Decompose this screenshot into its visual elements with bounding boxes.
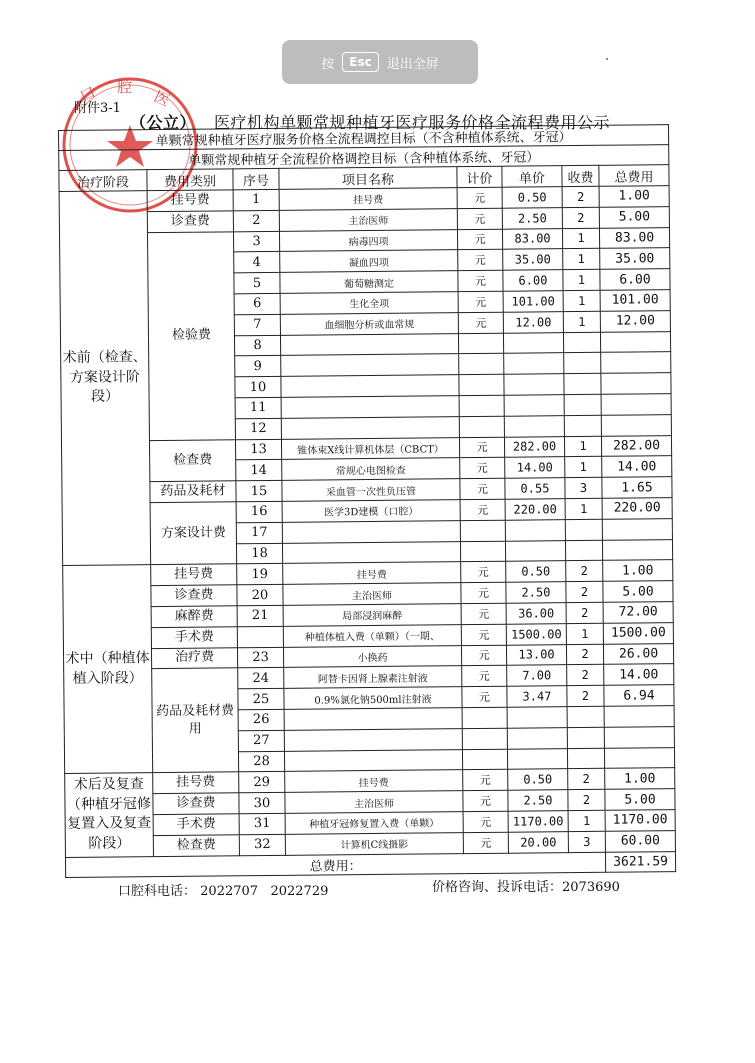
category-cell: 药品及耗材: [150, 481, 236, 503]
qty-cell: [564, 373, 601, 394]
row-total-cell: 60.00: [605, 830, 675, 851]
svg-text:腔: 腔: [117, 78, 133, 96]
row-total-cell: 1500.00: [603, 622, 673, 643]
seq-cell: 31: [239, 813, 285, 834]
item-cell: 0.9%氯化钠500ml注射液: [284, 687, 462, 710]
seq-cell: 6: [234, 293, 280, 314]
qty-cell: 2: [566, 581, 603, 602]
qty-cell: 2: [566, 561, 603, 582]
category-cell: 检验费: [147, 231, 235, 440]
seq-cell: 32: [239, 834, 285, 855]
row-total-cell: 5.00: [599, 206, 669, 227]
category-cell: 治疗费: [151, 647, 237, 669]
unit-cell: 元: [460, 499, 505, 520]
fullscreen-exit-hint[interactable]: [282, 40, 478, 84]
seq-cell: 8: [234, 335, 280, 356]
price-cell: [504, 374, 564, 395]
unit-cell: [462, 728, 507, 749]
category-cell: 挂号费: [153, 772, 239, 794]
unit-cell: [459, 395, 504, 416]
dental-phone-label: 口腔科电话：: [118, 884, 197, 899]
price-cell: 14.00: [505, 457, 565, 478]
price-cell: [504, 395, 564, 416]
qty-cell: [564, 394, 601, 415]
unit-cell: 元: [457, 187, 502, 208]
price-cell: 220.00: [505, 499, 565, 520]
item-cell: 葡萄糖测定: [280, 271, 458, 294]
unit-cell: 元: [458, 270, 503, 291]
item-cell: [282, 541, 460, 564]
row-total-cell: [604, 706, 674, 727]
seq-cell: 26: [238, 709, 284, 730]
seq-cell: 25: [238, 688, 284, 709]
item-cell: 挂号费: [285, 770, 463, 793]
unit-cell: 元: [460, 458, 505, 479]
item-cell: [284, 708, 462, 731]
qty-cell: 1: [563, 311, 600, 332]
unit-cell: 元: [459, 437, 504, 458]
seq-cell: 27: [238, 730, 284, 751]
row-total-cell: 282.00: [601, 435, 671, 456]
seq-cell: 2: [233, 210, 279, 231]
seq-cell: 30: [239, 792, 285, 813]
esc-key-icon: Esc: [342, 52, 378, 72]
header-total: 总费用: [599, 165, 669, 187]
item-cell: 血细胞分析或血常规: [280, 312, 458, 335]
row-total-cell: 1.00: [603, 560, 673, 581]
qty-cell: [564, 353, 601, 374]
unit-cell: 元: [462, 666, 507, 687]
fee-rows: [59, 186, 675, 857]
item-cell: [284, 728, 462, 751]
qty-cell: [565, 519, 602, 540]
dental-phone-2: 2022729: [270, 884, 329, 899]
price-cell: 0.50: [508, 769, 568, 790]
row-total-cell: 1.65: [602, 477, 672, 498]
seq-cell: 29: [239, 772, 285, 793]
seq-cell: [237, 626, 283, 647]
unit-cell: [460, 520, 505, 541]
title-main: 医疗机构单颗常规种植牙医疗服务价格全流程费用公示: [214, 113, 611, 132]
header-price: 单价: [502, 166, 562, 188]
seq-cell: 4: [234, 252, 280, 273]
row-total-cell: [601, 373, 671, 394]
row-total-cell: 1.00: [599, 186, 669, 207]
fee-table: [58, 124, 676, 877]
item-cell: 病毒四项: [279, 229, 457, 252]
unit-cell: [462, 749, 507, 770]
qty-cell: [564, 415, 601, 436]
unit-cell: 元: [457, 229, 502, 250]
qty-cell: 3: [565, 477, 602, 498]
dental-phone: [118, 880, 328, 899]
price-cell: 282.00: [504, 436, 564, 457]
qty-cell: 2: [566, 644, 603, 665]
row-total-cell: [604, 747, 674, 768]
price-cell: 0.50: [506, 561, 566, 582]
banner-incl-implant: 单颗常规种植牙全流程价格调控目标（含种植体系统、牙冠）: [59, 145, 669, 171]
qty-cell: 1: [565, 498, 602, 519]
row-total-cell: 1170.00: [605, 810, 675, 831]
unit-cell: 元: [461, 603, 506, 624]
price-cell: 0.50: [502, 187, 562, 208]
price-cell: 12.00: [503, 311, 563, 332]
row-total-cell: 72.00: [603, 602, 673, 623]
qty-cell: 2: [567, 685, 604, 706]
attachment-number: 附件3-1: [74, 101, 121, 116]
seq-cell: 21: [237, 605, 283, 626]
seq-cell: 18: [236, 543, 282, 564]
hint-pre: 按: [321, 56, 335, 72]
category-cell: 检查费: [153, 834, 239, 856]
hint-post: 退出全屏: [386, 56, 439, 72]
item-cell: 阿替卡因肾上腺素注射液: [284, 666, 462, 689]
seq-cell: 11: [235, 397, 281, 418]
row-total-cell: 101.00: [600, 290, 670, 311]
row-total-cell: 26.00: [603, 643, 673, 664]
unit-cell: 元: [457, 208, 502, 229]
item-cell: 医学3D建模（口腔）: [282, 500, 460, 523]
unit-cell: 元: [462, 686, 507, 707]
row-total-cell: 14.00: [602, 456, 672, 477]
unit-cell: [458, 333, 503, 354]
unit-cell: 元: [461, 645, 506, 666]
row-total-cell: 12.00: [600, 310, 670, 331]
item-cell: 种植体植入费（单颗）（一期、: [283, 624, 461, 647]
price-cell: [505, 540, 565, 561]
price-cell: 101.00: [503, 291, 563, 312]
stage-cell: 术后及复查（种植牙冠修复置入及复查阶段）: [65, 773, 154, 857]
qty-cell: 1: [562, 228, 599, 249]
total-label: 总费用：: [65, 852, 605, 877]
price-cell: 2.50: [502, 207, 562, 228]
item-cell: [280, 333, 458, 356]
qty-cell: 2: [567, 665, 604, 686]
qty-cell: 2: [562, 207, 599, 228]
unit-cell: [459, 354, 504, 375]
seq-cell: 10: [235, 377, 281, 398]
category-cell: 方案设计费: [150, 502, 237, 565]
price-cell: 36.00: [506, 603, 566, 624]
header-seq: 序号: [233, 168, 279, 189]
price-cell: [507, 727, 567, 748]
category-cell: 麻醉费: [151, 606, 237, 628]
item-cell: [281, 396, 459, 419]
row-total-cell: [602, 539, 672, 560]
row-total-cell: 1.00: [605, 768, 675, 789]
unit-cell: 元: [461, 562, 506, 583]
seq-cell: 17: [236, 522, 282, 543]
seq-cell: 13: [235, 439, 281, 460]
item-cell: 凝血四项: [280, 250, 458, 273]
seq-cell: 24: [238, 668, 284, 689]
qty-cell: [567, 727, 604, 748]
price-cell: 1170.00: [508, 811, 568, 832]
qty-cell: [563, 332, 600, 353]
price-cell: [507, 707, 567, 728]
price-cell: [503, 332, 563, 353]
qty-cell: 1: [564, 436, 601, 457]
row-total-cell: 6.94: [604, 685, 674, 706]
price-cell: 83.00: [502, 228, 562, 249]
seq-cell: 3: [233, 231, 279, 252]
unit-cell: 元: [463, 811, 508, 832]
category-cell: 手术费: [153, 814, 239, 836]
seq-cell: 12: [235, 418, 281, 439]
qty-cell: 1: [566, 623, 603, 644]
item-cell: 小换药: [283, 645, 461, 668]
complaint-phone: [432, 876, 620, 895]
price-cell: [505, 519, 565, 540]
item-cell: 种植牙冠修复置入费（单颗）: [285, 812, 463, 835]
price-cell: 2.50: [506, 582, 566, 603]
item-cell: 生化全项: [280, 292, 458, 315]
category-cell: 挂号费: [147, 190, 233, 212]
item-cell: 挂号费: [279, 188, 457, 211]
row-total-cell: 83.00: [599, 227, 669, 248]
seq-cell: 19: [237, 564, 283, 585]
unit-cell: [462, 707, 507, 728]
qty-cell: 2: [568, 789, 605, 810]
seq-cell: 20: [237, 585, 283, 606]
item-cell: 计算机C线摄影: [285, 832, 463, 855]
price-cell: 6.00: [503, 270, 563, 291]
stage-cell: 术前（检查、方案设计阶段）: [59, 191, 151, 566]
price-cell: 20.00: [508, 831, 568, 852]
item-cell: 主治医师: [285, 791, 463, 814]
price-cell: [507, 748, 567, 769]
complaint-label: 价格咨询、投诉电话：: [432, 880, 563, 895]
row-total-cell: [601, 394, 671, 415]
item-cell: [281, 354, 459, 377]
unit-cell: 元: [461, 624, 506, 645]
row-total-cell: 35.00: [600, 248, 670, 269]
row-total-cell: [600, 331, 670, 352]
seq-cell: 7: [234, 314, 280, 335]
qty-cell: 2: [566, 602, 603, 623]
unit-cell: 元: [458, 291, 503, 312]
unit-cell: 元: [458, 312, 503, 333]
price-cell: [504, 353, 564, 374]
item-cell: 挂号费: [283, 562, 461, 585]
dental-phone-1: 2022707: [200, 884, 259, 899]
speck: [606, 58, 608, 60]
unit-cell: [459, 416, 504, 437]
row-total-cell: [601, 352, 671, 373]
header-unit: 计价: [457, 166, 502, 187]
complaint-number: 2073690: [562, 880, 620, 895]
seq-cell: 14: [236, 460, 282, 481]
item-cell: 采血管一次性负压管: [282, 479, 460, 502]
item-cell: [281, 375, 459, 398]
qty-cell: 1: [563, 269, 600, 290]
row-total-cell: 14.00: [604, 664, 674, 685]
category-cell: 诊查费: [151, 585, 237, 607]
qty-cell: 1: [565, 457, 602, 478]
category-cell: 挂号费: [151, 564, 237, 586]
seq-cell: 15: [236, 481, 282, 502]
item-cell: 主治医师: [283, 583, 461, 606]
price-cell: 7.00: [507, 665, 567, 686]
row-total-cell: [601, 414, 671, 435]
header-stage: 治疗阶段: [59, 170, 147, 192]
category-cell: 诊查费: [153, 793, 239, 815]
qty-cell: [567, 748, 604, 769]
qty-cell: 2: [568, 769, 605, 790]
row-total-cell: [602, 518, 672, 539]
item-cell: 局部浸润麻醉: [283, 604, 461, 627]
item-cell: [281, 416, 459, 439]
price-cell: 13.00: [506, 644, 566, 665]
qty-cell: 2: [562, 186, 599, 207]
unit-cell: [459, 374, 504, 395]
qty-cell: 1: [563, 249, 600, 270]
seq-cell: 1: [233, 189, 279, 210]
category-cell: 手术费: [151, 627, 237, 649]
row-total-cell: 5.00: [603, 581, 673, 602]
category-cell: 诊查费: [147, 211, 233, 233]
qty-cell: [567, 706, 604, 727]
header-category: 费用类别: [147, 169, 233, 191]
qty-cell: 3: [568, 831, 605, 852]
category-cell: 药品及耗材费用: [152, 668, 239, 773]
row-total-cell: 5.00: [605, 789, 675, 810]
row-total-cell: 6.00: [600, 269, 670, 290]
row-total-cell: 220.00: [602, 498, 672, 519]
header-item: 项目名称: [279, 167, 457, 190]
unit-cell: 元: [463, 790, 508, 811]
seq-cell: 16: [236, 501, 282, 522]
unit-cell: 元: [463, 832, 508, 853]
unit-cell: [460, 541, 505, 562]
title-paren: （公立）: [130, 113, 197, 132]
row-total-cell: [604, 726, 674, 747]
banner-excl-implant: 单颗常规种植牙医疗服务价格全流程调控目标（不含种植体系统、牙冠）: [59, 125, 669, 151]
item-cell: 常规心电图检查: [282, 458, 460, 481]
price-cell: 2.50: [508, 790, 568, 811]
total-value: 3621.59: [605, 851, 675, 872]
fee-table-sheet: [58, 124, 675, 882]
unit-cell: 元: [458, 250, 503, 271]
item-cell: 锥体束X线计算机体层（CBCT）: [281, 437, 459, 460]
seq-cell: 5: [234, 273, 280, 294]
unit-cell: 元: [461, 582, 506, 603]
unit-cell: 元: [463, 770, 508, 791]
stage-cell: 术中（种植体植入阶段）: [63, 565, 153, 774]
header-qty: 收费: [562, 165, 599, 186]
price-cell: 0.55: [505, 478, 565, 499]
price-cell: 1500.00: [506, 623, 566, 644]
qty-cell: 1: [563, 290, 600, 311]
item-cell: [284, 749, 462, 772]
seq-cell: 9: [235, 356, 281, 377]
seq-cell: 28: [238, 751, 284, 772]
price-cell: [504, 415, 564, 436]
item-cell: 主治医师: [279, 208, 457, 231]
category-cell: 检查费: [149, 439, 235, 481]
qty-cell: 1: [568, 810, 605, 831]
seq-cell: 23: [237, 647, 283, 668]
price-cell: 3.47: [507, 686, 567, 707]
qty-cell: [565, 540, 602, 561]
svg-text:医: 医: [151, 87, 173, 110]
svg-text:口: 口: [77, 82, 99, 106]
item-cell: [282, 520, 460, 543]
unit-cell: 元: [460, 478, 505, 499]
price-cell: 35.00: [503, 249, 563, 270]
